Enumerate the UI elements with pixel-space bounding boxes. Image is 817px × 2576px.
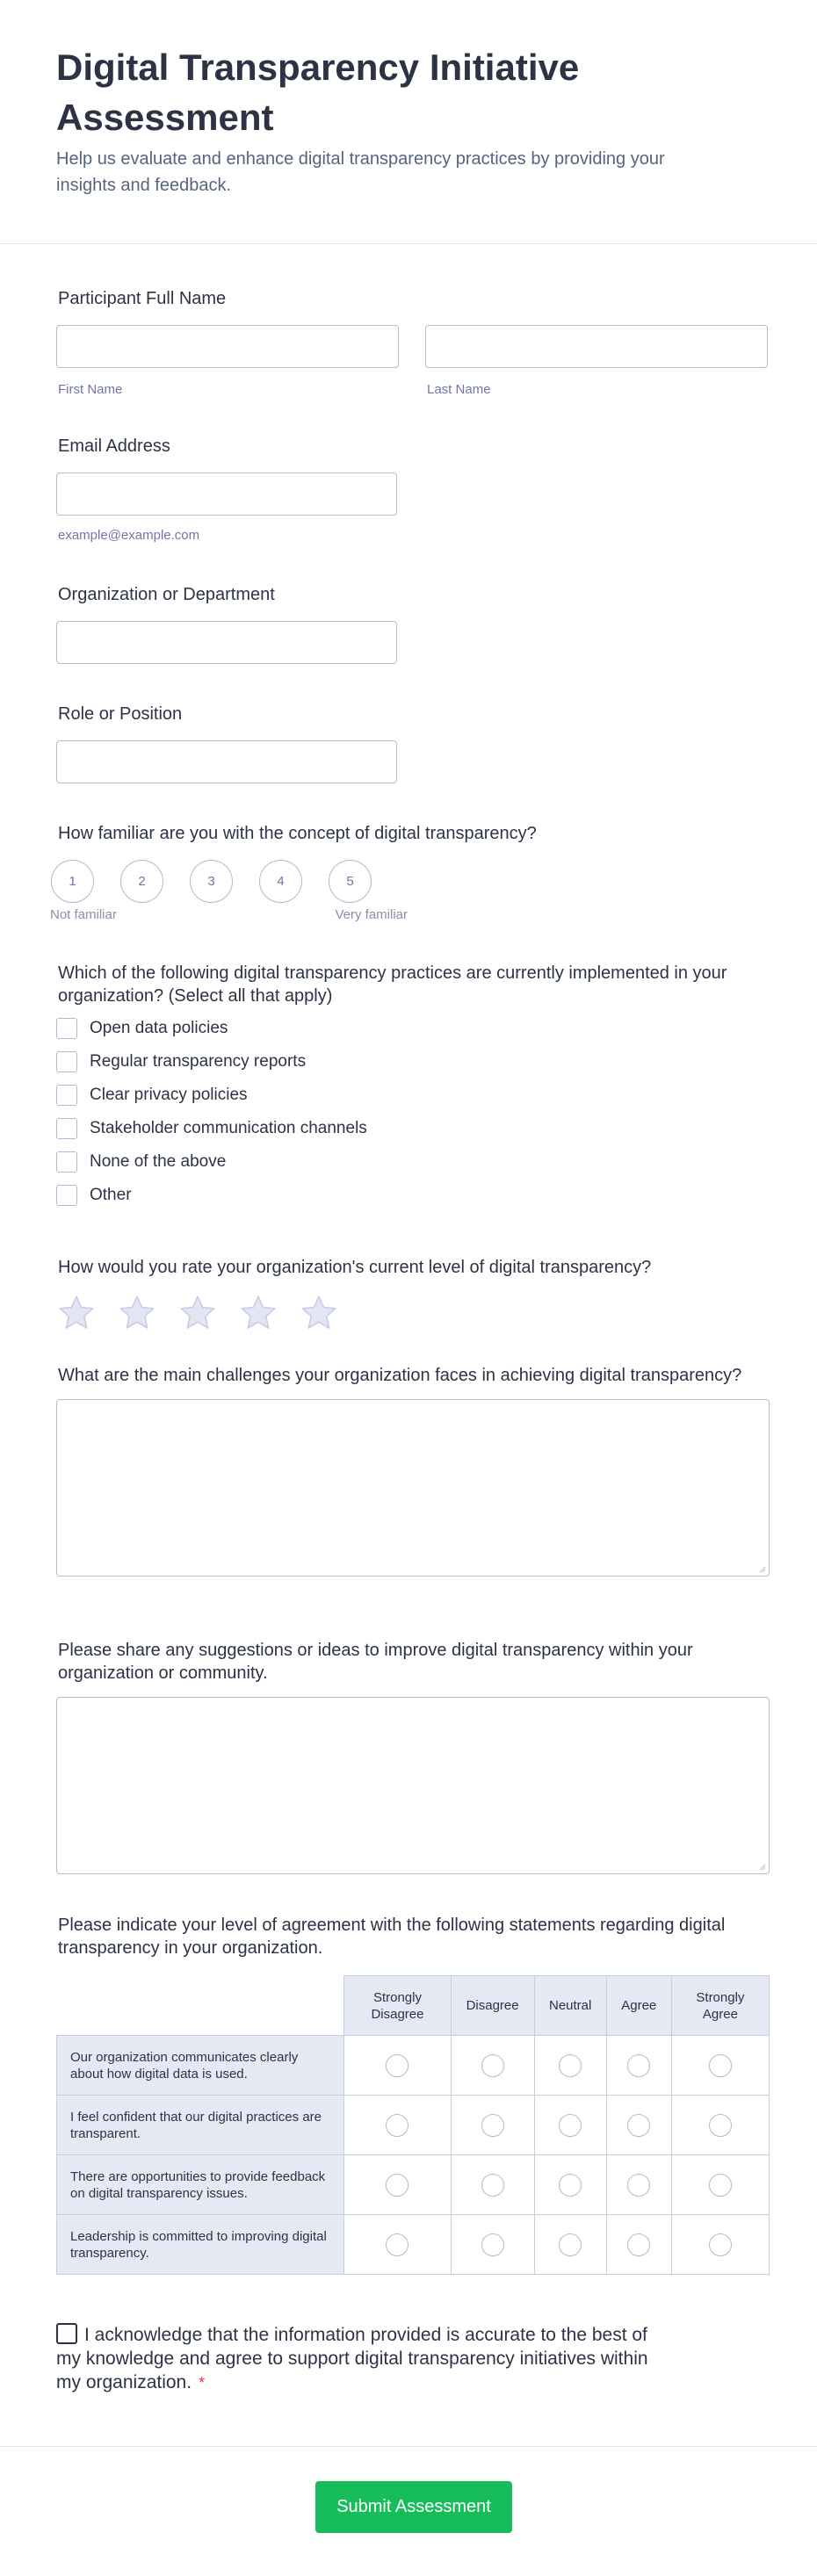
matrix-radio[interactable] [709, 2233, 732, 2256]
matrix-row-label: There are opportunities to provide feedback on digital transparency issues. [57, 2155, 344, 2215]
matrix-row-label: Leadership is committed to improving digital transparency. [57, 2215, 344, 2275]
organization-label: Organization or Department [58, 585, 275, 604]
matrix-column-header: Strongly Agree [671, 1976, 769, 2036]
star-icon[interactable] [56, 1293, 97, 1333]
scale-end-labels [50, 907, 408, 922]
matrix-radio[interactable] [386, 2054, 408, 2077]
matrix-radio[interactable] [627, 2233, 650, 2256]
form-title: Digital Transparency Initiative Assessment [56, 47, 580, 138]
matrix-radio[interactable] [627, 2114, 650, 2137]
star-icon[interactable] [299, 1293, 339, 1333]
familiarity-scale [51, 860, 537, 903]
practice-option[interactable] [56, 1079, 750, 1112]
scale-option-2[interactable]: 2 [120, 860, 163, 903]
first-name-input[interactable] [56, 325, 399, 368]
practices-options [56, 1012, 750, 1212]
suggestions-label: Please share any suggestions or ideas to improve digital transparency within your organization or community. [58, 1641, 693, 1683]
resize-grip-icon[interactable] [757, 1564, 766, 1573]
first-name-sublabel: First Name [58, 382, 123, 397]
agreement-field-group [56, 1914, 770, 2275]
rating-field-group [56, 1256, 651, 1333]
suggestions-textarea[interactable] [56, 1697, 770, 1874]
matrix-corner [57, 1976, 344, 2036]
resize-grip-icon[interactable] [757, 1862, 766, 1871]
checkbox[interactable] [56, 1085, 77, 1106]
required-mark: * [199, 2374, 206, 2392]
practice-option-label: Clear privacy policies [90, 1086, 248, 1104]
matrix-radio[interactable] [709, 2174, 732, 2197]
practice-option[interactable] [56, 1112, 750, 1145]
scale-high-label: Very familiar [335, 907, 408, 922]
matrix-radio[interactable] [627, 2174, 650, 2197]
matrix-row [57, 2215, 770, 2275]
practice-option-label: Other [90, 1186, 132, 1204]
acknowledgement-checkbox[interactable] [56, 2323, 77, 2344]
acknowledgement-wrapper [56, 2323, 671, 2395]
scale-option-1[interactable]: 1 [51, 860, 94, 903]
matrix-row [57, 2036, 770, 2096]
matrix-radio[interactable] [627, 2054, 650, 2077]
familiarity-field-group [50, 822, 537, 922]
role-input[interactable] [56, 740, 397, 783]
submit-button[interactable]: Submit Assessment [315, 2481, 512, 2533]
matrix-radio[interactable] [481, 2174, 504, 2197]
name-label: Participant Full Name [58, 289, 227, 308]
matrix-radio[interactable] [386, 2233, 408, 2256]
matrix-column-header: Neutral [534, 1976, 606, 2036]
agreement-matrix [56, 1975, 770, 2275]
role-field-group [56, 703, 397, 783]
matrix-radio[interactable] [386, 2114, 408, 2137]
form-header [0, 0, 817, 244]
challenges-label: What are the main challenges your organization faces in achieving digital transparency? [58, 1366, 742, 1385]
star-icon[interactable] [117, 1293, 157, 1333]
scale-option-4[interactable]: 4 [259, 860, 302, 903]
name-row [56, 325, 768, 397]
organization-field-group [56, 583, 397, 664]
scale-option-3[interactable]: 3 [190, 860, 233, 903]
checkbox[interactable] [56, 1018, 77, 1039]
practice-option-label: Open data policies [90, 1019, 228, 1037]
matrix-radio[interactable] [481, 2054, 504, 2077]
email-label: Email Address [58, 437, 170, 456]
star-icon[interactable] [177, 1293, 218, 1333]
last-name-sublabel: Last Name [427, 382, 491, 397]
acknowledgement-text: I acknowledge that the information provided is accurate to the best of my knowledge and agree to support digital transparency initiatives within my organization. [56, 2325, 648, 2392]
matrix-column-header: Disagree [451, 1976, 534, 2036]
practice-option[interactable] [56, 1179, 750, 1212]
email-field-group [56, 435, 397, 543]
practice-option[interactable] [56, 1012, 750, 1045]
agreement-label: Please indicate your level of agreement with the following statements regarding digital transparency in your organization. [58, 1916, 726, 1958]
checkbox[interactable] [56, 1185, 77, 1206]
practices-label: Which of the following digital transparency practices are currently implemented in your organization? (Select all that apply) [58, 963, 727, 1006]
last-name-input[interactable] [425, 325, 768, 368]
form-subtitle: Help us evaluate and enhance digital transparency practices by providing your insights and feedback. [56, 149, 665, 195]
matrix-column-header: Strongly Disagree [344, 1976, 451, 2036]
form-footer [0, 2446, 817, 2576]
organization-input[interactable] [56, 621, 397, 664]
practice-option-label: Stakeholder communication channels [90, 1119, 367, 1137]
matrix-row [57, 2155, 770, 2215]
matrix-radio[interactable] [709, 2054, 732, 2077]
matrix-radio[interactable] [559, 2114, 582, 2137]
practice-option-label: None of the above [90, 1152, 227, 1171]
matrix-column-header: Agree [606, 1976, 671, 2036]
practices-field-group [56, 962, 750, 1212]
scale-low-label: Not familiar [50, 907, 117, 922]
matrix-row-label: I feel confident that our digital practices are transparent. [57, 2096, 344, 2155]
acknowledgement-field[interactable] [56, 2323, 671, 2395]
name-field-group [58, 287, 226, 310]
rating-label: How would you rate your organization's current level of digital transparency? [58, 1258, 652, 1277]
matrix-row [57, 2096, 770, 2155]
checkbox[interactable] [56, 1118, 77, 1139]
matrix-radio[interactable] [559, 2233, 582, 2256]
challenges-textarea[interactable] [56, 1399, 770, 1577]
practice-option[interactable] [56, 1145, 750, 1179]
checkbox[interactable] [56, 1051, 77, 1072]
role-label: Role or Position [58, 704, 183, 724]
challenges-field-group [56, 1364, 770, 1577]
scale-option-5[interactable]: 5 [329, 860, 372, 903]
matrix-radio[interactable] [481, 2114, 504, 2137]
checkbox[interactable] [56, 1151, 77, 1173]
familiarity-label: How familiar are you with the concept of digital transparency? [58, 824, 537, 843]
star-icon[interactable] [238, 1293, 278, 1333]
star-rating [56, 1293, 651, 1333]
suggestions-field-group [56, 1639, 770, 1874]
matrix-radio[interactable] [481, 2233, 504, 2256]
matrix-radio[interactable] [386, 2174, 408, 2197]
email-input[interactable] [56, 473, 397, 516]
matrix-radio[interactable] [709, 2114, 732, 2137]
email-sublabel: example@example.com [58, 528, 200, 543]
matrix-radio[interactable] [559, 2174, 582, 2197]
matrix-radio[interactable] [559, 2054, 582, 2077]
matrix-row-label: Our organization communicates clearly about how digital data is used. [57, 2036, 344, 2096]
practice-option-label: Regular transparency reports [90, 1052, 307, 1071]
practice-option[interactable] [56, 1045, 750, 1079]
